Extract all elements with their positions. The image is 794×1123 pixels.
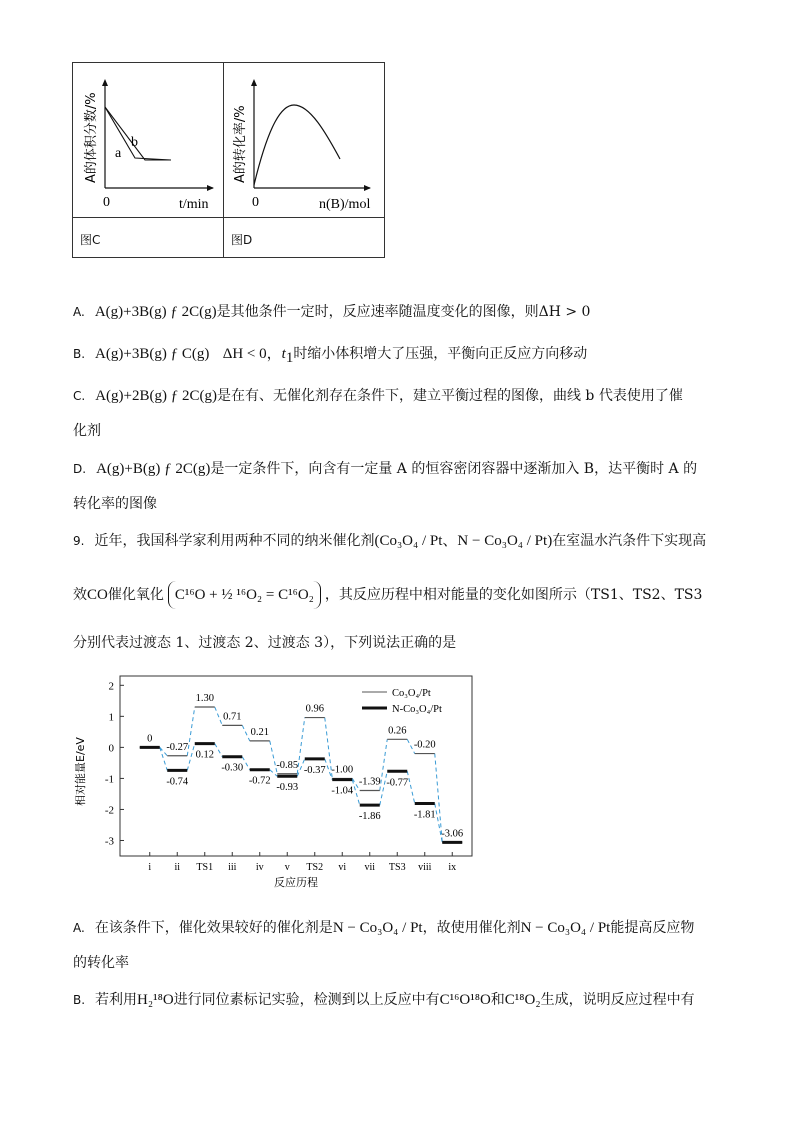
data-label-co3o4: 1.30 xyxy=(195,693,214,705)
q8-b-delta: ΔH < 0， xyxy=(222,346,282,362)
legend-label-co3o4: Co₃O₄/Pt xyxy=(392,688,431,699)
data-label-co3o4: -1.39 xyxy=(358,776,381,788)
y-axis-label: 相对能量E/eV xyxy=(74,737,87,806)
y-tick-label: 2 xyxy=(108,680,114,693)
connector-line xyxy=(215,707,223,725)
data-label-n-co3o4: -1.04 xyxy=(331,785,354,797)
energy-profile-chart xyxy=(72,670,482,900)
data-label-n-co3o4: -0.74 xyxy=(166,776,189,788)
q9-reaction: C¹⁶O + ½ ¹⁶O₂ = C¹⁶O₂ xyxy=(168,581,321,609)
data-label-n-co3o4: -1.81 xyxy=(413,809,436,821)
data-label-co3o4: -0.85 xyxy=(276,759,299,771)
y-tick-label: 0 xyxy=(108,742,114,755)
q9-catalysts: (Co₃O₄ / Pt、N − Co₃O₄ / Pt) xyxy=(374,533,553,549)
q8-option-a: A. A(g)+3B(g) ƒ 2C(g)是其他条件一定时，反应速率随温度变化的图像，则ΔH > 0 xyxy=(73,304,591,320)
q9-option-a-cont: 的转化率 xyxy=(73,955,129,971)
graph-c-caption: 图C xyxy=(80,233,101,247)
graph-d-origin: 0 xyxy=(252,195,259,210)
y-tick-label: 1 xyxy=(108,711,114,724)
q8-d-text: 是一定条件下，向含有一定量 A 的恒容密闭容器中逐渐加入 B，达平衡时 A 的 xyxy=(210,461,698,477)
graph-d-xlabel: n(B)/mol xyxy=(319,197,371,212)
figure-table xyxy=(72,62,385,258)
q8-c-equation: A(g)+2B(g) ƒ 2C(g) xyxy=(95,388,217,404)
connector-line xyxy=(242,725,250,741)
x-tick-label: iv xyxy=(255,862,264,873)
data-label-co3o4: 0.96 xyxy=(305,703,324,715)
x-tick-label: ii xyxy=(174,862,181,873)
curve-conversion xyxy=(254,105,340,185)
x-tick-label: TS1 xyxy=(196,862,214,873)
q8-a-equation: A(g)+3B(g) ƒ 2C(g) xyxy=(94,304,217,320)
data-label-co3o4: -0.20 xyxy=(413,739,436,751)
connector-line xyxy=(215,744,223,757)
q9-option-b: B. 若利用H₂¹⁸O进行同位素标记实验，检测到以上反应中有C¹⁶O¹⁸O和C¹⁸O₂生成，说明反应过程中有 xyxy=(73,992,695,1008)
data-label-co3o4: 0.71 xyxy=(223,711,242,723)
q9-line-3: 分别代表过渡态 1、过渡态 2、过渡态 3），下列说法正确的是 xyxy=(73,635,457,651)
data-label-co3o4: -1.00 xyxy=(331,764,354,776)
data-label-n-co3o4: -0.30 xyxy=(221,762,244,774)
q8-option-d-cont: 转化率的图像 xyxy=(73,496,157,512)
graph-d-ylabel: A的转化率/% xyxy=(233,105,248,183)
data-label-n-co3o4: 0.12 xyxy=(195,749,214,761)
q8-option-c: C. A(g)+2B(g) ƒ 2C(g)是在有、无催化剂存在条件下，建立平衡过程的图像，曲线 b 代表使用了催 xyxy=(73,388,683,404)
graph-c-ylabel: A的体积分数/% xyxy=(84,92,99,183)
graph-c-origin: 0 xyxy=(103,195,110,210)
data-label-co3o4: 0 xyxy=(147,733,153,745)
table-horizontal-divider xyxy=(73,217,384,218)
y-tick-label: -2 xyxy=(104,804,114,817)
q8-b-equation: A(g)+3B(g) ƒ C(g) xyxy=(95,346,210,362)
q8-option-c-cont: 化剂 xyxy=(73,423,101,439)
data-label-co3o4: -3.06 xyxy=(441,828,464,840)
q8-a-text: 是其他条件一定时，反应速率随温度变化的图像，则ΔH > 0 xyxy=(216,304,591,320)
x-axis-label: 反应历程 xyxy=(274,876,318,889)
data-label-n-co3o4: -1.86 xyxy=(358,811,381,823)
q8-d-equation: A(g)+B(g) ƒ 2C(g) xyxy=(96,461,211,477)
data-label-co3o4: 0.21 xyxy=(250,726,269,738)
q9-line-2: 效CO催化氧化 C¹⁶O + ½ ¹⁶O₂ = C¹⁶O₂ ，其反应历程中相对能量的变化如图所示（TS1、TS2、TS3 xyxy=(73,585,702,605)
q8-c-text: 是在有、无催化剂存在条件下，建立平衡过程的图像，曲线 b 代表使用了催 xyxy=(216,388,683,404)
x-tick-label: ix xyxy=(448,862,457,873)
graph-d-caption: 图D xyxy=(231,233,253,247)
y-tick-label: -1 xyxy=(104,773,114,786)
data-label-n-co3o4: -0.93 xyxy=(276,782,299,794)
q8-b-text: 时缩小体积增大了压强，平衡向正反应方向移动 xyxy=(293,346,588,362)
connector-line xyxy=(242,757,250,770)
graph-c xyxy=(73,63,223,217)
x-tick-label: TS3 xyxy=(388,862,406,873)
x-tick-label: vi xyxy=(338,862,347,873)
x-tick-label: iii xyxy=(228,862,237,873)
graph-d xyxy=(224,63,384,217)
x-tick-label: i xyxy=(148,862,152,873)
x-tick-label: TS2 xyxy=(306,862,324,873)
data-label-n-co3o4: -0.72 xyxy=(248,775,271,787)
y-tick-label: -3 xyxy=(104,835,114,848)
q9-line-1: 9. 近年，我国科学家利用两种不同的纳米催化剂(Co₃O₄ / Pt、N − Co₃O₄ / Pt)在室温水汽条件下实现高 xyxy=(73,533,707,549)
x-tick-label: v xyxy=(284,862,290,873)
x-tick-label: vii xyxy=(364,862,376,873)
data-label-n-co3o4: -0.37 xyxy=(303,764,326,776)
x-tick-label: viii xyxy=(418,862,432,873)
connector-line xyxy=(407,771,415,803)
data-label-n-co3o4: -0.77 xyxy=(386,777,409,789)
graph-c-xlabel: t/min xyxy=(179,197,209,212)
q9-option-a: A. 在该条件下，催化效果较好的催化剂是N − Co₃O₄ / Pt，故使用催化剂N − Co₃O₄ / Pt能提高反应物 xyxy=(73,920,695,936)
curve-label-b: b xyxy=(131,135,138,150)
q8-option-b: B. A(g)+3B(g) ƒ C(g) ΔH < 0，$t_1$时缩小体积增大了压强，平衡向正反应方向移动 xyxy=(73,346,588,366)
legend-label-n-co3o4: N-Co₃O₄/Pt xyxy=(392,704,442,715)
data-label-co3o4: -0.27 xyxy=(166,741,189,753)
data-label-co3o4: 0.26 xyxy=(388,725,407,737)
q8-option-d: D. A(g)+B(g) ƒ 2C(g)是一定条件下，向含有一定量 A 的恒容密闭容器中逐渐加入 B，达平衡时 A 的 xyxy=(73,461,698,477)
curve-label-a: a xyxy=(115,146,122,161)
